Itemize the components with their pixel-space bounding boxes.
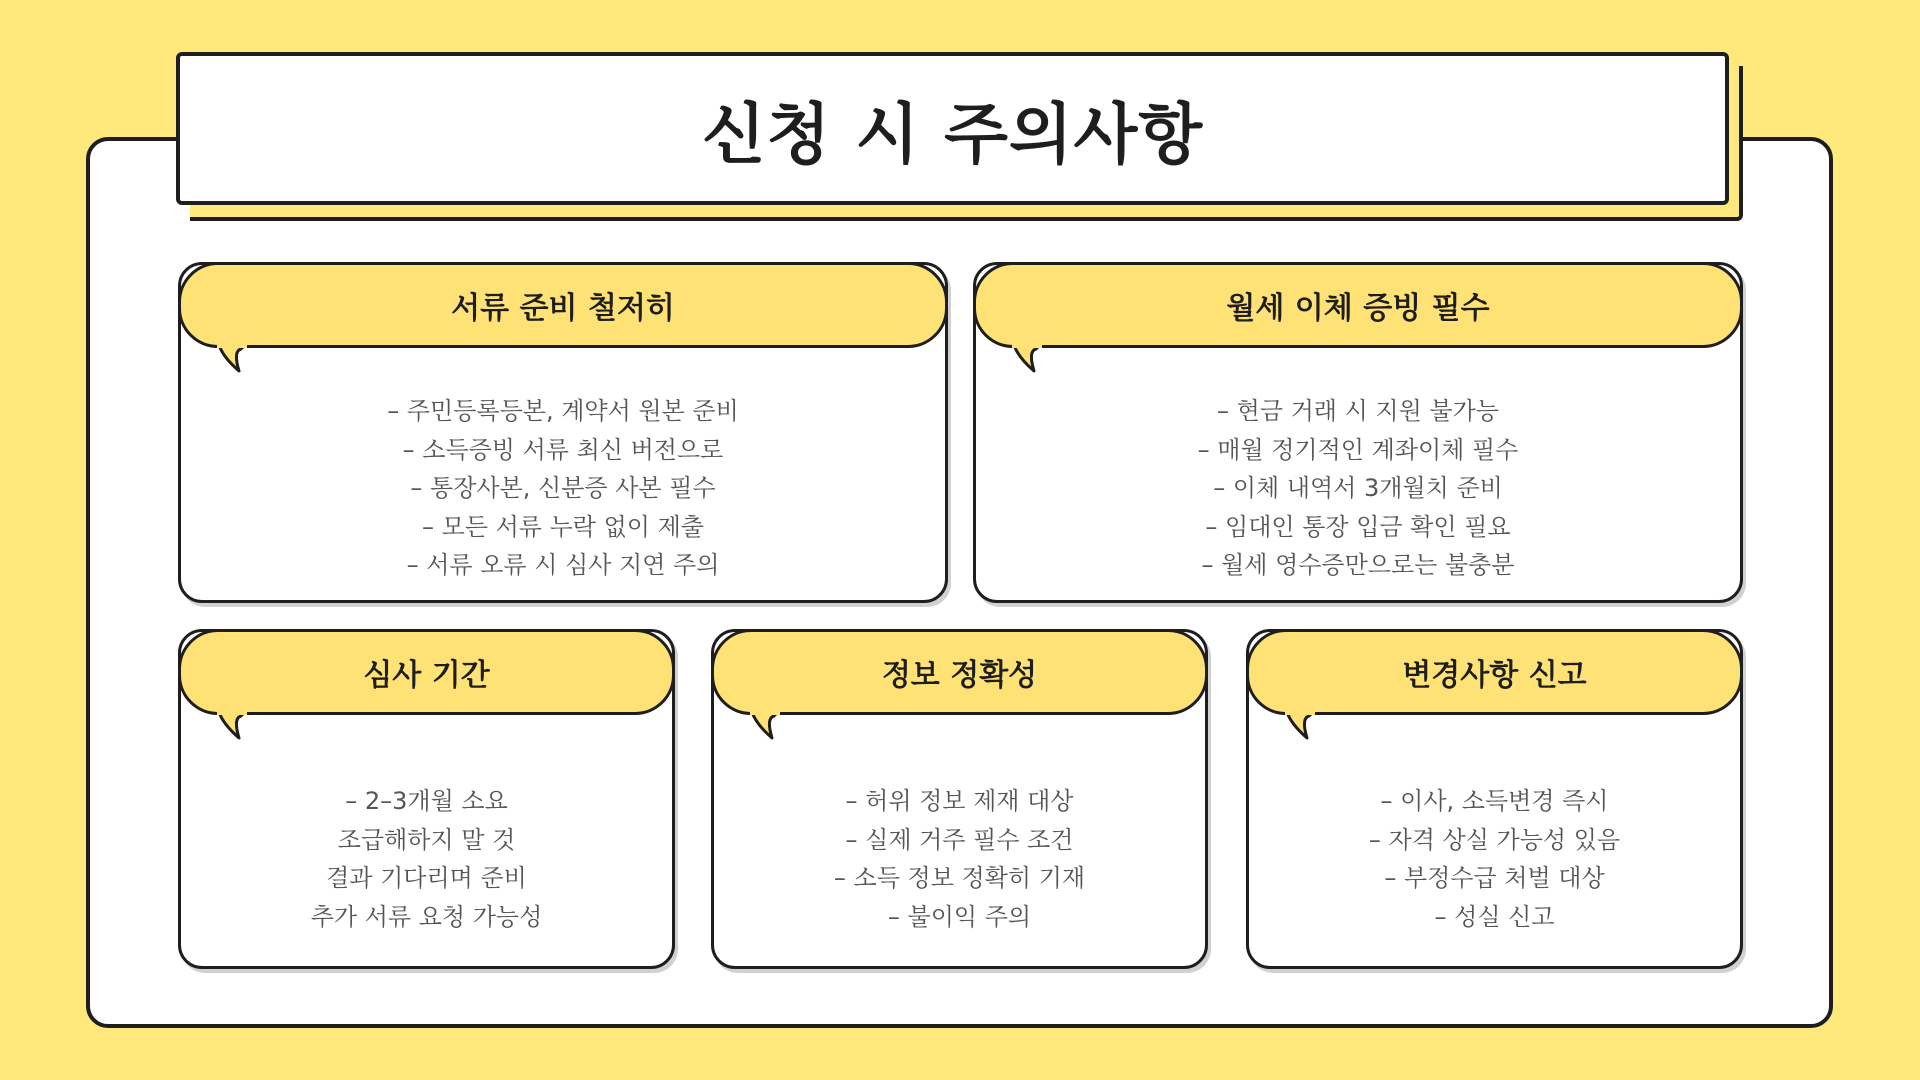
list-item: 추가 서류 요청 가능성	[310, 902, 543, 931]
speech-tail-icon	[1285, 710, 1315, 740]
card-rent-transfer	[973, 262, 1743, 603]
card-change-report	[1246, 629, 1743, 969]
list-item: 조급해하지 말 것	[337, 825, 516, 854]
list-item: – 실제 거주 필수 조건	[845, 825, 1074, 854]
title-banner	[176, 52, 1729, 205]
list-item: – 이사, 소득변경 즉시	[1380, 787, 1609, 815]
card-heading: 변경사항 신고	[1402, 658, 1587, 693]
card-heading: 심사 기간	[363, 658, 490, 693]
card-document-prep	[178, 262, 948, 603]
card-header	[178, 629, 675, 715]
card-heading: 서류 준비 철저히	[451, 291, 675, 326]
list-item: – 성실 신고	[1434, 902, 1555, 931]
list-item: – 임대인 통장 입금 확인 필요	[1205, 512, 1511, 541]
list-item: – 모든 서류 누락 없이 제출	[422, 512, 704, 541]
card-header	[973, 262, 1743, 348]
list-item: – 자격 상실 가능성 있음	[1368, 825, 1621, 854]
speech-tail-icon	[750, 710, 780, 740]
speech-tail-icon	[217, 343, 247, 373]
list-item: – 소득증빙 서류 최신 버전으로	[402, 435, 724, 464]
card-info-accuracy	[711, 629, 1208, 969]
list-item: – 서류 오류 시 심사 지연 주의	[406, 551, 720, 580]
list-item: – 통장사본, 신분증 사본 필수	[410, 474, 716, 503]
page-title: 신청 시 주의사항	[701, 96, 1204, 173]
list-item: – 매월 정기적인 계좌이체 필수	[1197, 435, 1519, 464]
card-heading: 월세 이체 증빙 필수	[1226, 291, 1490, 326]
card-body	[976, 377, 1740, 600]
list-item: – 현금 거래 시 지원 불가능	[1217, 397, 1499, 426]
card-body	[1249, 752, 1740, 966]
card-body	[181, 377, 945, 600]
card-header	[711, 629, 1208, 715]
speech-tail-icon	[217, 710, 247, 740]
card-header	[1246, 629, 1743, 715]
list-item: – 소득 정보 정확히 기재	[833, 864, 1086, 892]
card-heading: 정보 정확성	[881, 658, 1038, 693]
card-review-period	[178, 629, 675, 969]
list-item: – 허위 정보 제재 대상	[845, 787, 1074, 815]
list-item: – 월세 영수증만으로는 불충분	[1201, 551, 1515, 580]
list-item: – 불이익 주의	[887, 902, 1032, 931]
speech-tail-icon	[1012, 343, 1042, 373]
list-item: 결과 기다리며 준비	[326, 864, 527, 892]
card-body	[181, 752, 672, 966]
card-body	[714, 752, 1205, 966]
list-item: – 이체 내역서 3개월치 준비	[1213, 474, 1503, 503]
list-item: – 부정수급 처벌 대상	[1384, 864, 1605, 892]
card-header	[178, 262, 948, 348]
list-item: – 2–3개월 소요	[345, 787, 508, 815]
list-item: – 주민등록등본, 계약서 원본 준비	[387, 397, 739, 426]
